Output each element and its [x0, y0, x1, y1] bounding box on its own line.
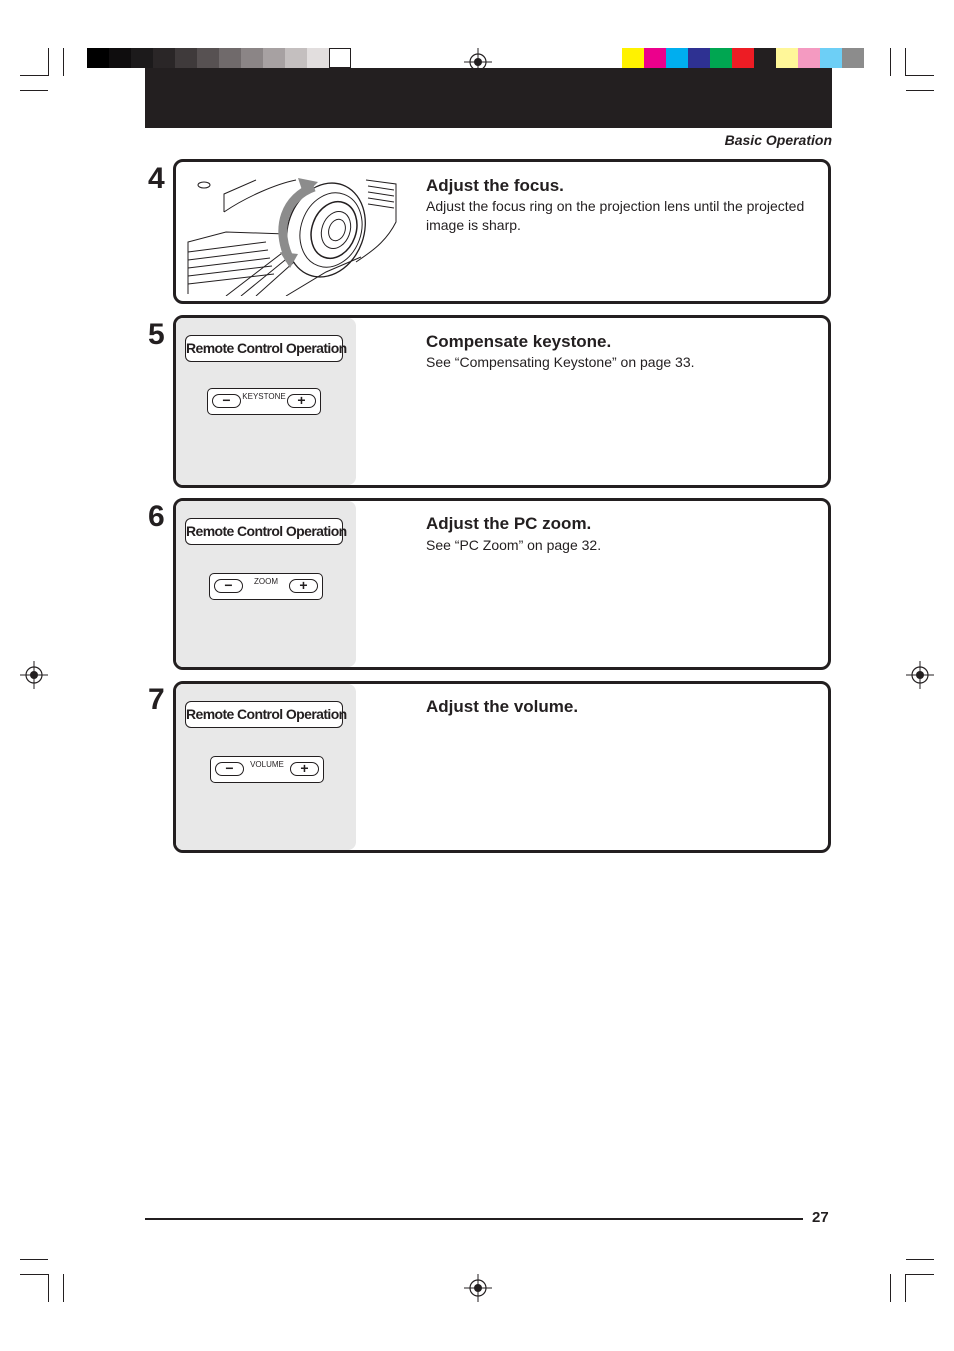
- registration-mark-bottom-icon: [464, 1274, 492, 1302]
- color-swatch: [241, 48, 263, 68]
- projector-lens-illustration-icon: [186, 172, 398, 296]
- volume-button-pair: [210, 756, 324, 783]
- color-swatch: [307, 48, 329, 68]
- header-bar: [145, 68, 832, 128]
- color-swatch: [153, 48, 175, 68]
- remote-control-label: Remote Control Operation: [185, 335, 343, 362]
- zoom-plus-button[interactable]: +: [289, 579, 318, 593]
- step-number-4: 4: [148, 162, 165, 195]
- keystone-caption: KEYSTONE: [242, 392, 286, 401]
- step-5-title: Compensate keystone.: [426, 332, 612, 351]
- zoom-caption: ZOOM: [254, 577, 278, 586]
- color-swatch: [688, 48, 710, 68]
- remote-panel: [176, 318, 356, 485]
- step-5-box: [173, 315, 831, 488]
- keystone-button-pair: [207, 388, 321, 415]
- step-5-description: See “Compensating Keystone” on page 33.: [426, 354, 695, 370]
- color-swatch: [754, 48, 776, 68]
- color-swatch: [263, 48, 285, 68]
- zoom-button-pair: [209, 573, 323, 600]
- remote-panel: [176, 684, 356, 850]
- color-swatch: [285, 48, 307, 68]
- color-swatch: [732, 48, 754, 68]
- step-4-box: [173, 159, 831, 304]
- step-4-title: Adjust the focus.: [426, 176, 564, 195]
- footer-rule: [145, 1218, 803, 1220]
- remote-control-label: Remote Control Operation: [185, 518, 343, 545]
- color-swatch: [131, 48, 153, 68]
- step-7-box: [173, 681, 831, 853]
- color-swatch: [798, 48, 820, 68]
- volume-caption: VOLUME: [250, 760, 284, 769]
- step-6-title: Adjust the PC zoom.: [426, 514, 592, 533]
- color-swatch: [842, 48, 864, 68]
- step-7-title: Adjust the volume.: [426, 697, 579, 716]
- keystone-minus-button[interactable]: −: [212, 394, 241, 408]
- step-number-6: 6: [148, 500, 165, 533]
- color-swatch: [329, 48, 351, 68]
- color-swatch: [197, 48, 219, 68]
- color-swatch: [109, 48, 131, 68]
- color-swatch: [710, 48, 732, 68]
- page-number: 27: [812, 1209, 829, 1226]
- step-number-5: 5: [148, 318, 165, 351]
- volume-minus-button[interactable]: −: [215, 762, 244, 776]
- keystone-plus-button[interactable]: +: [287, 394, 316, 408]
- color-swatch: [820, 48, 842, 68]
- registration-mark-right-icon: [906, 661, 934, 689]
- color-swatch: [175, 48, 197, 68]
- color-swatch: [87, 48, 109, 68]
- zoom-minus-button[interactable]: −: [214, 579, 243, 593]
- color-swatch: [776, 48, 798, 68]
- step-6-box: [173, 498, 831, 670]
- step-6-description: See “PC Zoom” on page 32.: [426, 537, 602, 553]
- remote-panel: [176, 501, 356, 667]
- color-swatch: [219, 48, 241, 68]
- registration-mark-left-icon: [20, 661, 48, 689]
- color-swatch: [622, 48, 644, 68]
- step-4-description: Adjust the focus ring on the projection lens until the projected image is sharp.: [426, 198, 805, 233]
- step-number-7: 7: [148, 683, 165, 716]
- color-swatch: [666, 48, 688, 68]
- remote-control-label: Remote Control Operation: [185, 701, 343, 728]
- volume-plus-button[interactable]: +: [290, 762, 319, 776]
- color-swatch: [644, 48, 666, 68]
- section-label: Basic Operation: [724, 132, 832, 148]
